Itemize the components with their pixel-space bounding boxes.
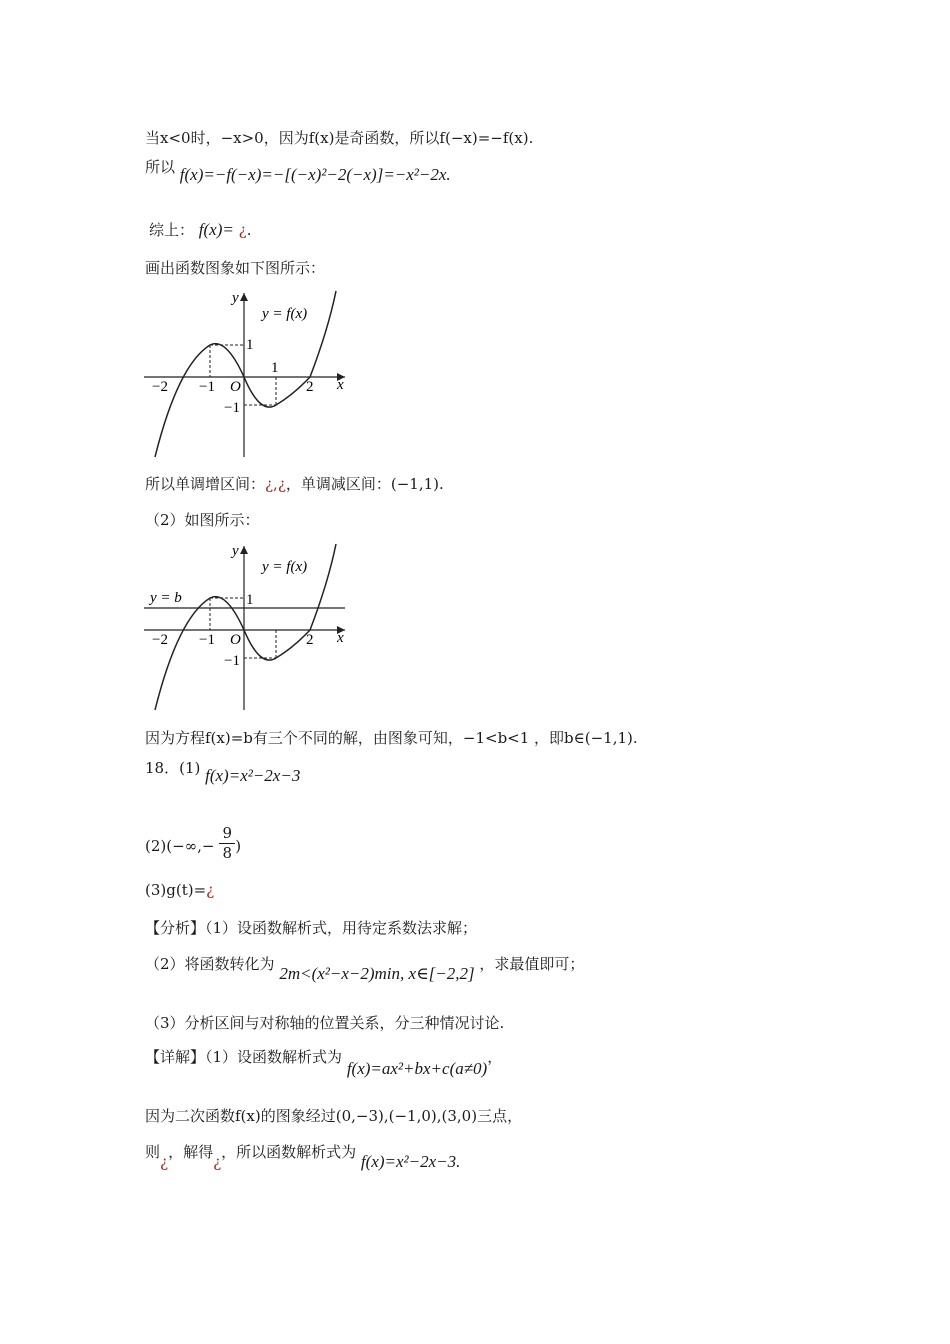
line-8-formula: f(x)=x²−2x−3 bbox=[205, 766, 301, 785]
text-line-10 bbox=[145, 880, 214, 900]
x-label: x bbox=[337, 630, 344, 646]
tick-label-y-1: 1 bbox=[246, 337, 254, 353]
tick-label-y-1: 1 bbox=[246, 592, 254, 608]
line-9-suffix: ) bbox=[235, 837, 242, 855]
line-14-prefix: 【详解】（1）设函数解析式为 bbox=[145, 1048, 343, 1066]
line-14-formula: f(x)=ax²+bx+c(a≠0) bbox=[346, 1059, 488, 1078]
function-label: y = f(x) bbox=[262, 559, 308, 575]
text-line-11: 【分析】（1）设函数解析式，用待定系数法求解； bbox=[145, 919, 478, 937]
function-graph-1 bbox=[140, 285, 360, 465]
y-axis-arrow bbox=[240, 546, 248, 554]
y-axis-arrow bbox=[240, 293, 248, 301]
line-5-prefix: 所以单调增区间： bbox=[145, 475, 266, 493]
tick-label-neg-2: −2 bbox=[152, 632, 168, 648]
function-graph-2 bbox=[140, 538, 360, 718]
y-label: y bbox=[232, 290, 239, 306]
text-line-3: 综上： f(x)= ¿. bbox=[145, 220, 251, 240]
line-12-suffix: ，求最值即可； bbox=[479, 955, 585, 973]
tick-label-neg-1: −1 bbox=[199, 632, 215, 648]
fraction-9-8 bbox=[219, 824, 235, 863]
text-line-14 bbox=[145, 1047, 503, 1078]
tick-label-neg-2: −2 bbox=[152, 379, 168, 395]
text-line-5 bbox=[145, 474, 444, 494]
line-14-suffix: ， bbox=[487, 1048, 503, 1066]
line-5-suffix: ，单调减区间：(−1,1). bbox=[285, 475, 444, 493]
tick-label-neg-1: −1 bbox=[199, 379, 215, 395]
line-16-formula: f(x)=x²−2x−3. bbox=[360, 1152, 461, 1171]
origin-label: O bbox=[230, 379, 241, 395]
line-12-prefix: （2）将函数转化为 bbox=[145, 955, 275, 973]
text-line-12 bbox=[145, 954, 585, 983]
text-line-7: 因为方程f(x)=b有三个不同的解，由图象可知，−1<b<1 ，即b∈(−1,1). bbox=[145, 729, 638, 747]
function-curve bbox=[155, 291, 336, 457]
fraction-denominator: 8 bbox=[222, 844, 233, 862]
function-label: y = f(x) bbox=[262, 306, 308, 322]
line-b-label: y = b bbox=[150, 590, 182, 606]
tick-label-y-neg-1: −1 bbox=[224, 653, 240, 669]
line-16-a: 则 bbox=[145, 1143, 161, 1161]
line-5-placeholder: ¿,¿ bbox=[265, 475, 286, 493]
line-12-formula: 2m<(x²−x−2)min, x∈[−2,2] bbox=[279, 964, 475, 983]
text-line-4: 画出函数图象如下图所示： bbox=[145, 259, 326, 277]
line-3-formula: f(x)= bbox=[198, 220, 234, 239]
line-3-placeholder: ¿ bbox=[238, 221, 247, 239]
text-line-9 bbox=[145, 826, 241, 866]
line-3-prefix: 综上： bbox=[149, 221, 195, 239]
fraction-numerator: 9 bbox=[219, 824, 235, 844]
line-16-placeholder-2: ¿ bbox=[213, 1153, 222, 1171]
text-line-13: （3）分析区间与对称轴的位置关系，分三种情况讨论. bbox=[145, 1014, 505, 1032]
origin-label: O bbox=[230, 632, 241, 648]
x-label: x bbox=[337, 377, 344, 393]
function-curve bbox=[155, 544, 336, 710]
line-9-prefix: (2)(−∞,− bbox=[145, 837, 215, 855]
line-8-prefix: 18．(1) bbox=[145, 759, 201, 777]
line-16-b: ，解得 bbox=[168, 1143, 214, 1161]
line-2-formula: f(x)=−f(−x)=−[(−x)²−2(−x)]=−x²−2x. bbox=[179, 165, 451, 184]
text-line-2 bbox=[145, 158, 451, 185]
text-line-1: 当x<0时，−x>0，因为f(x)是奇函数，所以f(−x)=−f(x). bbox=[145, 129, 534, 147]
line-10-placeholder: ¿ bbox=[206, 881, 215, 899]
tick-label-x-1: 1 bbox=[271, 360, 279, 376]
tick-label-y-neg-1: −1 bbox=[224, 400, 240, 416]
line-16-c: ，所以函数解析式为 bbox=[221, 1143, 357, 1161]
y-label: y bbox=[232, 543, 239, 559]
line-2-prefix: 所以 bbox=[145, 158, 176, 176]
tick-label-2: 2 bbox=[306, 379, 314, 395]
line-10-prefix: (3)g(t)= bbox=[145, 881, 207, 899]
tick-label-2: 2 bbox=[306, 632, 314, 648]
text-line-8 bbox=[145, 759, 301, 786]
line-16-placeholder-1: ¿ bbox=[160, 1153, 169, 1171]
text-line-16 bbox=[145, 1142, 461, 1171]
text-line-6: （2）如图所示： bbox=[145, 511, 260, 529]
text-line-15: 因为二次函数f(x)的图象经过(0,−3),(−1,0),(3,0)三点， bbox=[145, 1107, 523, 1125]
